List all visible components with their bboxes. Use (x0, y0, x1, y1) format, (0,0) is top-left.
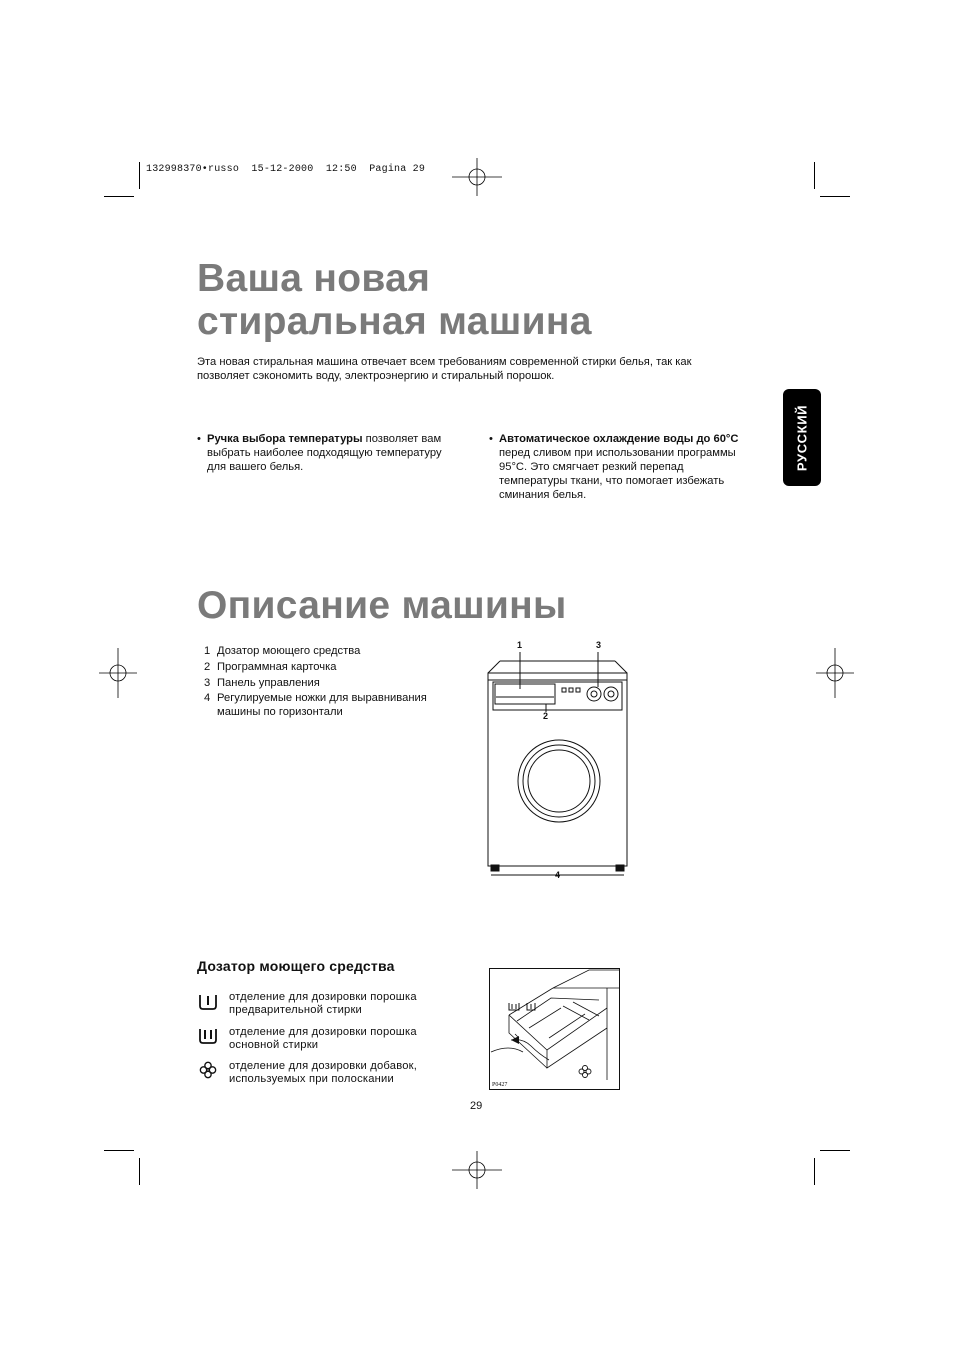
figure-code: P0427 (492, 1082, 508, 1088)
callout-2: 2 (543, 711, 549, 721)
bullet-icon: • (197, 433, 201, 445)
page-number: 29 (470, 1100, 483, 1112)
softener-flower-icon (198, 1061, 218, 1079)
list-item: 1 Дозатор моющего средства (204, 645, 361, 657)
language-tab (783, 389, 821, 486)
dispenser-title: Дозатор моющего средства (197, 958, 395, 974)
callout-3: 3 (596, 640, 602, 650)
list-item: 3 Панель управления (204, 677, 320, 689)
mainwash-compartment-icon (198, 1027, 218, 1045)
dispenser-drawer-illustration (489, 968, 620, 1090)
list-item: 2 Программная карточка (204, 661, 337, 673)
parts-list (204, 643, 427, 719)
page-title-line2: стиральная машина (197, 300, 592, 343)
list-item: 4 Регулируемые ножки для выравнивания машины по горизонтали (204, 692, 427, 718)
dispenser-item: отделение для дозировки добавок, используемых при полоскании (229, 1060, 418, 1085)
intro-paragraph: Эта новая стиральная машина отвечает всем требованиям современной стирки белья, так как позволяет сэкономить воду, электроэнергию и стиральный порошок. (197, 356, 692, 382)
dispenser-item: отделение для дозировки порошка предварительной стирки (229, 991, 417, 1016)
callout-1: 1 (517, 640, 523, 650)
callout-4: 4 (555, 870, 561, 880)
dispenser-item: отделение для дозировки порошка основной стирки (229, 1026, 417, 1051)
feature-cooling: • Автоматическое охлаждение воды до 60°C перед сливом при использовании программы 95°C. Это смягчает резкий перепад температуры ткани, что помогает избежать сминания белья. (489, 433, 739, 501)
language-tab-label: РУССКИЙ (794, 404, 810, 471)
print-slug: 132998370•russo 15-12-2000 12:50 Pagina 29 (146, 164, 426, 175)
bullet-icon: • (489, 433, 493, 445)
washing-machine-illustration (480, 636, 640, 882)
prewash-compartment-icon (198, 993, 218, 1011)
page-title-line1: Ваша новая (197, 257, 431, 300)
section-title-description: Описание машины (197, 584, 567, 627)
feature-temperature: • Ручка выбора температуры позволяет вам выбрать наиболее подходящую температуру для вашего белья. (197, 433, 442, 473)
